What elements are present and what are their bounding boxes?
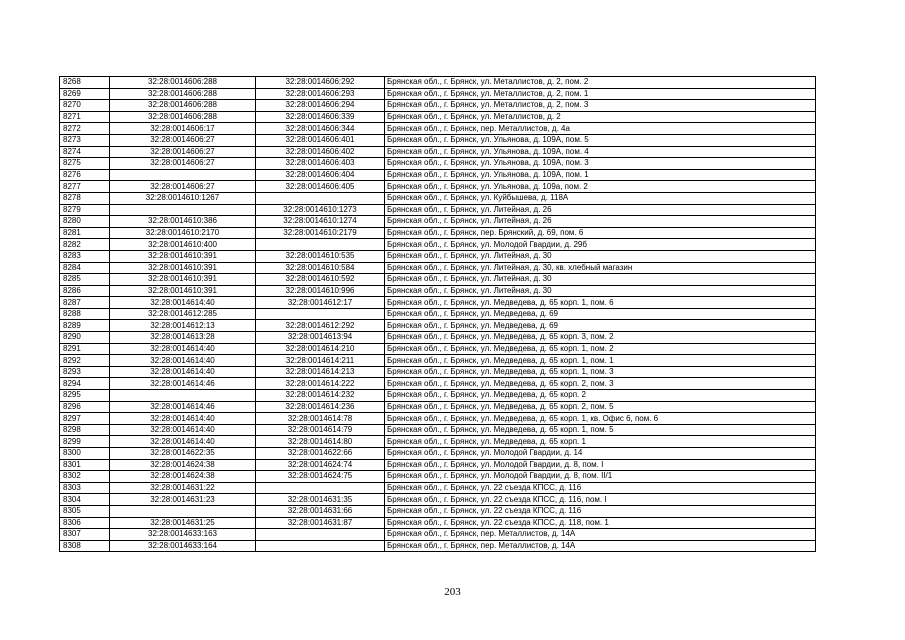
table-row — [60, 390, 816, 402]
cadastral-number-cell: 32:28:0014610:391 — [110, 250, 256, 262]
row-number-cell: 8280 — [60, 216, 110, 228]
object-cadastral-number-cell: 32:28:0014614:222 — [256, 378, 385, 390]
address-cell: Брянская обл., г. Брянск, ул. Молодой Гвардии, д. 8, пом. II/1 — [385, 471, 816, 483]
row-number-cell: 8273 — [60, 134, 110, 146]
table-row — [60, 332, 816, 344]
table-row — [60, 413, 816, 425]
address-cell: Брянская обл., г. Брянск, ул. Медведева, д. 65 корп. 1, пом. 5 — [385, 424, 816, 436]
object-cadastral-number-cell: 32:28:0014614:79 — [256, 424, 385, 436]
row-number-cell: 8290 — [60, 332, 110, 344]
table-row — [60, 181, 816, 193]
table-row — [60, 204, 816, 216]
object-cadastral-number-cell: 32:28:0014614:211 — [256, 355, 385, 367]
table-row — [60, 540, 816, 552]
address-cell: Брянская обл., г. Брянск, ул. 22 съезда КПСС, д. 116 — [385, 505, 816, 517]
table-row — [60, 227, 816, 239]
table-row — [60, 158, 816, 170]
row-number-cell: 8272 — [60, 123, 110, 135]
object-cadastral-number-cell: 32:28:0014622:66 — [256, 448, 385, 460]
cadastral-number-cell: 32:28:0014610:391 — [110, 274, 256, 286]
table-row — [60, 505, 816, 517]
row-number-cell: 8287 — [60, 297, 110, 309]
table-row — [60, 471, 816, 483]
object-cadastral-number-cell: 32:28:0014606:344 — [256, 123, 385, 135]
cadastral-number-cell: 32:28:0014610:1267 — [110, 192, 256, 204]
cadastral-number-cell: 32:28:0014624:38 — [110, 459, 256, 471]
row-number-cell: 8289 — [60, 320, 110, 332]
object-cadastral-number-cell: 32:28:0014612:17 — [256, 297, 385, 309]
address-cell: Брянская обл., г. Брянск, ул. Медведева, д. 65 корп. 1, пом. 2 — [385, 343, 816, 355]
row-number-cell: 8308 — [60, 540, 110, 552]
cadastral-number-cell: 32:28:0014610:386 — [110, 216, 256, 228]
address-cell: Брянская обл., г. Брянск, ул. Медведева, д. 65 корп. 1, пом. 6 — [385, 297, 816, 309]
table-row — [60, 297, 816, 309]
cadastral-number-cell: 32:28:0014612:13 — [110, 320, 256, 332]
object-cadastral-number-cell: 32:28:0014606:292 — [256, 77, 385, 89]
cadastral-number-cell: 32:28:0014614:46 — [110, 378, 256, 390]
object-cadastral-number-cell: 32:28:0014614:210 — [256, 343, 385, 355]
table-row — [60, 216, 816, 228]
cadastral-number-cell: 32:28:0014610:2170 — [110, 227, 256, 239]
table-row — [60, 517, 816, 529]
object-cadastral-number-cell: 32:28:0014631:35 — [256, 494, 385, 506]
address-cell: Брянская обл., г. Брянск, ул. Медведева, д. 69 — [385, 320, 816, 332]
address-cell: Брянская обл., г. Брянск, ул. Литейная, д. 30 — [385, 274, 816, 286]
address-cell: Брянская обл., г. Брянск, ул. Литейная, д. 30 — [385, 250, 816, 262]
row-number-cell: 8296 — [60, 401, 110, 413]
row-number-cell: 8271 — [60, 111, 110, 123]
row-number-cell: 8293 — [60, 366, 110, 378]
row-number-cell: 8268 — [60, 77, 110, 89]
row-number-cell: 8300 — [60, 448, 110, 460]
address-cell: Брянская обл., г. Брянск, ул. Ульянова, д. 109А, пом. 3 — [385, 158, 816, 170]
cadastral-number-cell: 32:28:0014631:22 — [110, 482, 256, 494]
address-cell: Брянская обл., г. Брянск, ул. Молодой Гвардии, д. 29б — [385, 239, 816, 251]
table-row — [60, 111, 816, 123]
object-cadastral-number-cell: 32:28:0014614:78 — [256, 413, 385, 425]
address-cell: Брянская обл., г. Брянск, ул. Медведева, д. 65 корп. 2, пом. 5 — [385, 401, 816, 413]
cadastral-number-cell: 32:28:0014606:288 — [110, 100, 256, 112]
table-row — [60, 88, 816, 100]
cadastral-number-cell: 32:28:0014606:27 — [110, 181, 256, 193]
cadastral-number-cell: 32:28:0014606:288 — [110, 111, 256, 123]
object-cadastral-number-cell: 32:28:0014631:87 — [256, 517, 385, 529]
object-cadastral-number-cell: 32:28:0014614:236 — [256, 401, 385, 413]
cadastral-number-cell: 32:28:0014614:40 — [110, 413, 256, 425]
row-number-cell: 8286 — [60, 285, 110, 297]
cadastral-number-cell: 32:28:0014612:285 — [110, 308, 256, 320]
row-number-cell: 8298 — [60, 424, 110, 436]
object-cadastral-number-cell — [256, 540, 385, 552]
row-number-cell: 8306 — [60, 517, 110, 529]
address-cell: Брянская обл., г. Брянск, ул. Медведева, д. 69 — [385, 308, 816, 320]
table-row — [60, 308, 816, 320]
object-cadastral-number-cell — [256, 308, 385, 320]
registry-table — [59, 76, 816, 552]
address-cell: Брянская обл., г. Брянск, ул. Металлистов, д. 2 — [385, 111, 816, 123]
cadastral-number-cell: 32:28:0014606:17 — [110, 123, 256, 135]
object-cadastral-number-cell — [256, 239, 385, 251]
address-cell: Брянская обл., г. Брянск, ул. Медведева, д. 65 корп. 3, пом. 2 — [385, 332, 816, 344]
table-row — [60, 378, 816, 390]
cadastral-number-cell: 32:28:0014610:391 — [110, 262, 256, 274]
row-number-cell: 8269 — [60, 88, 110, 100]
address-cell: Брянская обл., г. Брянск, ул. Литейная, д. 30, кв. хлебный магазин — [385, 262, 816, 274]
address-cell: Брянская обл., г. Брянск, ул. Молодой Гвардии, д. 8, пом. I — [385, 459, 816, 471]
row-number-cell: 8291 — [60, 343, 110, 355]
address-cell: Брянская обл., г. Брянск, ул. Молодой Гвардии, д. 14 — [385, 448, 816, 460]
row-number-cell: 8303 — [60, 482, 110, 494]
address-cell: Брянская обл., г. Брянск, ул. Ульянова, д. 109А, пом. 1 — [385, 169, 816, 181]
table-row — [60, 320, 816, 332]
address-cell: Брянская обл., г. Брянск, ул. Медведева, д. 65 корп. 1, кв. Офис 6, пом. 6 — [385, 413, 816, 425]
row-number-cell: 8278 — [60, 192, 110, 204]
cadastral-number-cell — [110, 169, 256, 181]
object-cadastral-number-cell: 32:28:0014624:74 — [256, 459, 385, 471]
cadastral-number-cell: 32:28:0014631:23 — [110, 494, 256, 506]
object-cadastral-number-cell: 32:28:0014610:1274 — [256, 216, 385, 228]
row-number-cell: 8276 — [60, 169, 110, 181]
object-cadastral-number-cell: 32:28:0014631:66 — [256, 505, 385, 517]
row-number-cell: 8301 — [60, 459, 110, 471]
address-cell: Брянская обл., г. Брянск, ул. Литейная, д. 30 — [385, 285, 816, 297]
row-number-cell: 8281 — [60, 227, 110, 239]
row-number-cell: 8297 — [60, 413, 110, 425]
object-cadastral-number-cell: 32:28:0014606:339 — [256, 111, 385, 123]
table-row — [60, 169, 816, 181]
row-number-cell: 8295 — [60, 390, 110, 402]
row-number-cell: 8275 — [60, 158, 110, 170]
table-row — [60, 192, 816, 204]
row-number-cell: 8270 — [60, 100, 110, 112]
address-cell: Брянская обл., г. Брянск, ул. Металлистов, д. 2, пом. 2 — [385, 77, 816, 89]
cadastral-number-cell: 32:28:0014614:40 — [110, 343, 256, 355]
cadastral-number-cell: 32:28:0014613:28 — [110, 332, 256, 344]
object-cadastral-number-cell: 32:28:0014614:80 — [256, 436, 385, 448]
address-cell: Брянская обл., г. Брянск, ул. Медведева, д. 65 корп. 1, пом. 3 — [385, 366, 816, 378]
table-row — [60, 239, 816, 251]
table-row — [60, 482, 816, 494]
cadastral-number-cell: 32:28:0014614:40 — [110, 366, 256, 378]
row-number-cell: 8285 — [60, 274, 110, 286]
row-number-cell: 8302 — [60, 471, 110, 483]
address-cell: Брянская обл., г. Брянск, ул. Ульянова, д. 109А, пом. 4 — [385, 146, 816, 158]
address-cell: Брянская обл., г. Брянск, ул. Куйбышева, д. 118А — [385, 192, 816, 204]
cadastral-number-cell: 32:28:0014631:25 — [110, 517, 256, 529]
cadastral-number-cell: 32:28:0014606:27 — [110, 134, 256, 146]
address-cell: Брянская обл., г. Брянск, ул. Ульянова, д. 109а, пом. 2 — [385, 181, 816, 193]
object-cadastral-number-cell: 32:28:0014613:94 — [256, 332, 385, 344]
cadastral-number-cell: 32:28:0014614:40 — [110, 297, 256, 309]
object-cadastral-number-cell — [256, 192, 385, 204]
cadastral-number-cell — [110, 390, 256, 402]
table-row — [60, 436, 816, 448]
table-row — [60, 285, 816, 297]
cadastral-number-cell: 32:28:0014633:163 — [110, 529, 256, 541]
row-number-cell: 8288 — [60, 308, 110, 320]
object-cadastral-number-cell: 32:28:0014606:405 — [256, 181, 385, 193]
address-cell: Брянская обл., г. Брянск, пер. Металлистов, д. 14А — [385, 529, 816, 541]
cadastral-number-cell: 32:28:0014610:400 — [110, 239, 256, 251]
address-cell: Брянская обл., г. Брянск, ул. Металлистов, д. 2, пом. 1 — [385, 88, 816, 100]
object-cadastral-number-cell: 32:28:0014606:402 — [256, 146, 385, 158]
table-row — [60, 262, 816, 274]
table-row — [60, 134, 816, 146]
table-row — [60, 274, 816, 286]
address-cell: Брянская обл., г. Брянск, ул. Медведева, д. 65 корп. 2 — [385, 390, 816, 402]
cadastral-number-cell: 32:28:0014606:27 — [110, 158, 256, 170]
table-row — [60, 401, 816, 413]
table-row — [60, 424, 816, 436]
table-row — [60, 250, 816, 262]
address-cell: Брянская обл., г. Брянск, ул. Ульянова, д. 109А, пом. 5 — [385, 134, 816, 146]
object-cadastral-number-cell: 32:28:0014624:75 — [256, 471, 385, 483]
address-cell: Брянская обл., г. Брянск, ул. Литейная, д. 26 — [385, 204, 816, 216]
row-number-cell: 8274 — [60, 146, 110, 158]
object-cadastral-number-cell: 32:28:0014606:293 — [256, 88, 385, 100]
row-number-cell: 8283 — [60, 250, 110, 262]
address-cell: Брянская обл., г. Брянск, ул. Медведева, д. 65 корп. 1, пом. 1 — [385, 355, 816, 367]
table-row — [60, 529, 816, 541]
row-number-cell: 8292 — [60, 355, 110, 367]
address-cell: Брянская обл., г. Брянск, пер. Металлистов, д. 4а — [385, 123, 816, 135]
object-cadastral-number-cell: 32:28:0014612:292 — [256, 320, 385, 332]
cadastral-number-cell — [110, 204, 256, 216]
row-number-cell: 8282 — [60, 239, 110, 251]
cadastral-number-cell: 32:28:0014624:38 — [110, 471, 256, 483]
object-cadastral-number-cell: 32:28:0014606:294 — [256, 100, 385, 112]
table-row — [60, 100, 816, 112]
cadastral-number-cell: 32:28:0014606:288 — [110, 88, 256, 100]
object-cadastral-number-cell — [256, 482, 385, 494]
object-cadastral-number-cell: 32:28:0014614:213 — [256, 366, 385, 378]
row-number-cell: 8284 — [60, 262, 110, 274]
cadastral-number-cell: 32:28:0014614:46 — [110, 401, 256, 413]
object-cadastral-number-cell: 32:28:0014610:996 — [256, 285, 385, 297]
address-cell: Брянская обл., г. Брянск, ул. Металлистов, д. 2, пом. 3 — [385, 100, 816, 112]
row-number-cell: 8279 — [60, 204, 110, 216]
address-cell: Брянская обл., г. Брянск, ул. Медведева, д. 65 корп. 1 — [385, 436, 816, 448]
cadastral-number-cell: 32:28:0014622:35 — [110, 448, 256, 460]
object-cadastral-number-cell: 32:28:0014606:401 — [256, 134, 385, 146]
cadastral-number-cell: 32:28:0014614:40 — [110, 424, 256, 436]
cadastral-number-cell: 32:28:0014614:40 — [110, 436, 256, 448]
object-cadastral-number-cell: 32:28:0014610:2179 — [256, 227, 385, 239]
row-number-cell: 8294 — [60, 378, 110, 390]
table-row — [60, 146, 816, 158]
address-cell: Брянская обл., г. Брянск, ул. 22 съезда КПСС, д. 118, пом. 1 — [385, 517, 816, 529]
object-cadastral-number-cell: 32:28:0014610:535 — [256, 250, 385, 262]
row-number-cell: 8277 — [60, 181, 110, 193]
table-row — [60, 459, 816, 471]
table-row — [60, 77, 816, 89]
object-cadastral-number-cell: 32:28:0014606:404 — [256, 169, 385, 181]
table-row — [60, 494, 816, 506]
address-cell: Брянская обл., г. Брянск, ул. 22 съезда КПСС, д. 116 — [385, 482, 816, 494]
row-number-cell: 8304 — [60, 494, 110, 506]
table-row — [60, 343, 816, 355]
row-number-cell: 8305 — [60, 505, 110, 517]
object-cadastral-number-cell: 32:28:0014610:1273 — [256, 204, 385, 216]
table-row — [60, 123, 816, 135]
cadastral-number-cell — [110, 505, 256, 517]
address-cell: Брянская обл., г. Брянск, ул. 22 съезда КПСС, д. 116, пом. I — [385, 494, 816, 506]
address-cell: Брянская обл., г. Брянск, пер. Металлистов, д. 14А — [385, 540, 816, 552]
table-row — [60, 355, 816, 367]
object-cadastral-number-cell: 32:28:0014610:584 — [256, 262, 385, 274]
table-row — [60, 448, 816, 460]
cadastral-number-cell: 32:28:0014610:391 — [110, 285, 256, 297]
row-number-cell: 8307 — [60, 529, 110, 541]
row-number-cell: 8299 — [60, 436, 110, 448]
cadastral-number-cell: 32:28:0014633:164 — [110, 540, 256, 552]
table-row — [60, 366, 816, 378]
object-cadastral-number-cell: 32:28:0014606:403 — [256, 158, 385, 170]
page-number: 203 — [444, 586, 461, 598]
object-cadastral-number-cell: 32:28:0014614:232 — [256, 390, 385, 402]
cadastral-number-cell: 32:28:0014606:288 — [110, 77, 256, 89]
address-cell: Брянская обл., г. Брянск, ул. Литейная, д. 26 — [385, 216, 816, 228]
object-cadastral-number-cell: 32:28:0014610:592 — [256, 274, 385, 286]
cadastral-number-cell: 32:28:0014614:40 — [110, 355, 256, 367]
object-cadastral-number-cell — [256, 529, 385, 541]
cadastral-number-cell: 32:28:0014606:27 — [110, 146, 256, 158]
address-cell: Брянская обл., г. Брянск, ул. Медведева, д. 65 корп. 2, пом. 3 — [385, 378, 816, 390]
registry-table-body — [60, 77, 816, 552]
address-cell: Брянская обл., г. Брянск, пер. Брянский, д. 69, пом. 6 — [385, 227, 816, 239]
